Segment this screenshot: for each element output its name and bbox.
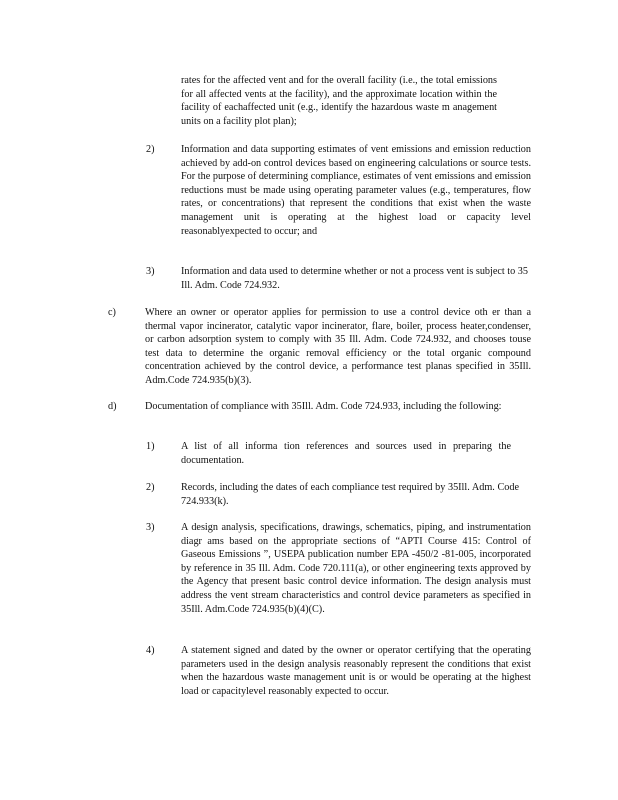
item-label-d2: 2) (146, 482, 155, 493)
item-text-d4: A statement signed and dated by the owner or operator certifying that the operating parameters used in the design analysis reasonably represent the conditions that exist when the hazardous waste management unit is or would be operating at the highest load or capacitylevel reasonably expected to occur. (181, 645, 531, 697)
item-label-c: c) (108, 307, 116, 318)
item-label-d4: 4) (146, 645, 155, 656)
item-text-d2: Records, including the dates of each compliance test required by 35Ill. Adm. Code 724.933(k). (181, 482, 519, 507)
item-text-b2: Information and data supporting estimates of vent emissions and emission reduction achieved by add-on control devices based on engineering calculations or source tests. For the purpose of determining compliance, estimates of vent emissions and emission reductions must be made using operating parameter values (e.g., temperatures, flow rates, or concentrations) that represent the conditions that exist when the waste management unit is operating at the highest load or capacity level reasonablyexpected to occur; and (181, 144, 531, 237)
item-text-d1: A list of all informa tion references and sources used in preparing the documentation. (181, 441, 511, 466)
continued-paragraph: rates for the affected vent and for the overall facility (i.e., the total emissions for all affected vents at the facility), and the approximate location within the facility of eachaffected unit (e.g., identify the hazardous waste m anagement units on a facility plot plan); (181, 75, 497, 127)
item-label-d3: 3) (146, 522, 155, 533)
item-label-b2: 2) (146, 144, 155, 155)
item-label-d: d) (108, 401, 117, 412)
item-text-c: Where an owner or operator applies for permission to use a control device oth er than a thermal vapor incinerator, catalytic vapor incinerator, flare, boiler, process heater,condenser, or carbon adsorption system to comply with 35 Ill. Adm. Code 724.932, and chooses touse test data to determine the organic removal efficiency or the total organic compound concentration achieved by the control device, a performance test planas specified in 35Ill. Adm.Code 724.935(b)(3). (145, 307, 531, 386)
item-label-b3: 3) (146, 266, 155, 277)
item-label-d1: 1) (146, 441, 155, 452)
item-text-d: Documentation of compliance with 35Ill. Adm. Code 724.933, including the following: (145, 401, 502, 412)
item-text-d3: A design analysis, specifications, drawings, schematics, piping, and instrumentation diagr ams based on the appropriate sections of “APTI Course 415: Control of Gaseous Emissions ”, USEPA publication number EPA -450/2 -81-005, incorporated by reference in 35 Ill. Adm. Code 720.111(a), or other engineering texts approved by the Agency that present basic control device information. The design analysis must address the vent stream characteristics and control device parameters as specified in 35Ill. Adm.Code 724.935(b)(4)(C). (181, 522, 531, 615)
item-text-b3: Information and data used to determine whether or not a process vent is subject to 35 Ill. Adm. Code 724.932. (181, 266, 528, 291)
